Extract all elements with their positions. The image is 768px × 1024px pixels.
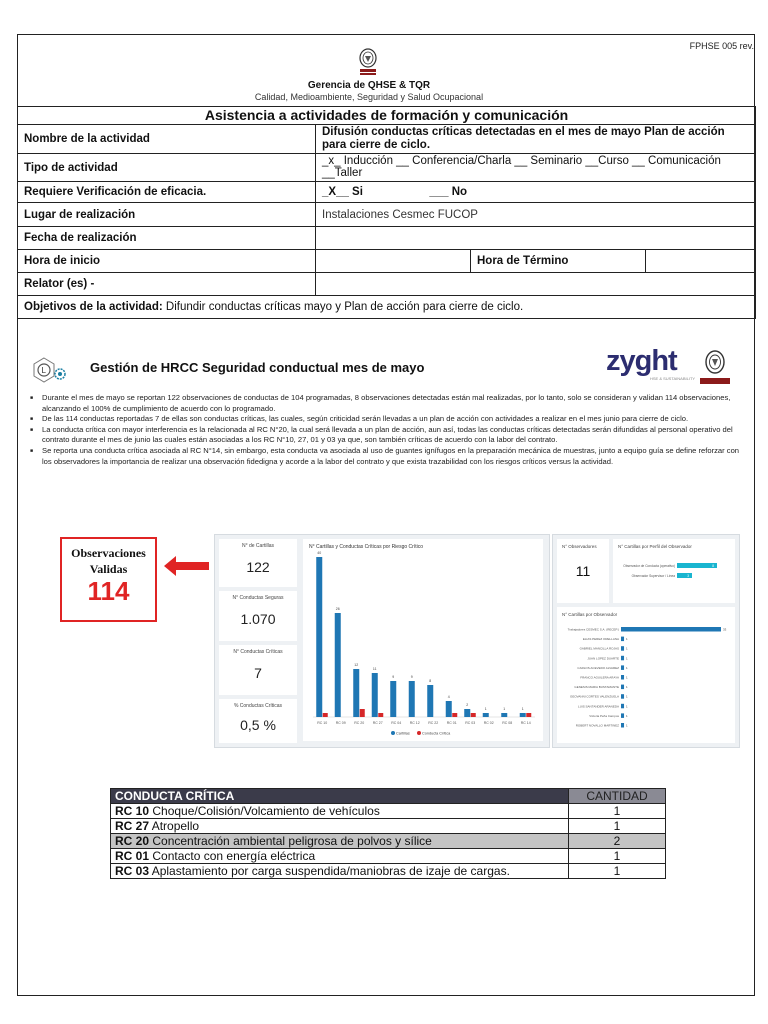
kpi-label: N° Conductas Críticas <box>233 649 283 655</box>
bar <box>621 694 624 699</box>
speaker-value <box>316 273 756 296</box>
table-row <box>111 804 666 819</box>
data-label: 1 <box>626 704 628 709</box>
data-label: 1 <box>626 656 628 661</box>
hrcc-gears-icon <box>30 352 74 386</box>
objectives-value: Difundir conductas críticas mayo y Plan de acción para cierre de ciclo. <box>162 301 524 313</box>
date-value <box>316 227 756 250</box>
form-code: FPHSE 005 rev. <box>689 41 754 51</box>
category-label: LUIS SANTANDER ARANEDA <box>578 704 619 709</box>
observer-bar-chart <box>557 621 735 743</box>
dashboard-panel-main <box>214 534 550 748</box>
location-label: Lugar de realización <box>18 203 316 227</box>
bar-cartillas <box>372 673 378 717</box>
objectives-label: Objetivos de la actividad: <box>24 301 163 313</box>
bullet-item: ■ Durante el mes de mayo se reportan 122 observaciones de conductas de 104 programadas, 8 observaciones detectadas están mal realizadas, por lo tanto, solo se consideran y validan 114 observaciones, alcanzando el 100% de cumplimiento de acuerdo con lo programado. <box>30 393 748 414</box>
bar <box>621 713 624 718</box>
data-label: 1 <box>626 685 628 690</box>
table-row <box>111 864 666 879</box>
rc-bar-chart <box>303 539 543 741</box>
tick-label: RC 09 <box>335 721 346 725</box>
observers-value: 11 <box>575 563 591 579</box>
zyght-logo: zyght <box>606 345 677 377</box>
tick-label: RC 02 <box>483 721 494 725</box>
cesmec-cert-icon <box>697 348 733 386</box>
data-label: 8 <box>429 679 432 683</box>
slide-title: Gestión de HRCC Seguridad conductual mes de mayo <box>90 360 425 375</box>
data-label: 2 <box>466 703 469 707</box>
tick-label: RC 14 <box>520 721 531 725</box>
bar-cartillas <box>446 701 452 717</box>
rc-chart-card <box>303 539 543 741</box>
kpi-label: % Conductas Críticas <box>233 703 283 709</box>
date-label: Fecha de realización <box>18 227 316 250</box>
bar-conducta-crítica <box>360 709 365 717</box>
data-label: 11 <box>372 667 377 671</box>
verification-yes: _X__ Si <box>322 186 363 198</box>
end-time-value <box>646 250 756 273</box>
data-label: 1 <box>626 675 628 680</box>
data-label: 9 <box>392 675 395 679</box>
data-label: 8 <box>712 564 714 568</box>
data-label: 1 <box>626 646 628 651</box>
org-subtitle: Calidad, Medioambiente, Seguridad y Salud Ocupacional <box>254 92 484 102</box>
bar <box>621 723 624 728</box>
data-label: 1 <box>626 694 628 699</box>
zyght-logo-sub: HSE & SUSTAINABILITY <box>650 376 696 381</box>
rc-quantity: 1 <box>569 864 666 879</box>
category-label: Victoria Peña Campos <box>589 713 619 718</box>
data-label: 1 <box>626 713 628 718</box>
profile-bar-chart <box>613 553 735 603</box>
bullet-item: ■ Se reporta una conducta crítica asociada al RC N°14, sin embargo, esta conducta va asociada al uso de guantes ignífugos en la preparación mecánica de muestras, junto a equipo guía se define reforzar con los observadores la importancia de realizar una observación fidedigna y acorde a la labor del contrato y que exista trazabilidad con los riesgos críticos versus la actividad. <box>30 446 748 467</box>
arrow-left-icon <box>164 556 209 576</box>
org-title: Gerencia de QHSE & TQR <box>307 80 431 91</box>
category-label: ELIAS PEREZ ORELLANA <box>582 637 619 642</box>
bar <box>621 685 624 690</box>
bar-cartillas <box>464 709 470 717</box>
category-label: FRANCO AGUILERA ARAYA <box>580 675 619 680</box>
category-label: JUAN LOPEZ DUARTE <box>587 656 619 661</box>
table-row <box>111 819 666 834</box>
category-label: Observador de Conducta (operativo) <box>623 564 675 568</box>
observers-label: N° Observadores <box>562 544 597 549</box>
data-label: 26 <box>335 607 340 611</box>
bar-cartillas <box>335 613 341 717</box>
data-label: 1 <box>626 665 628 670</box>
profile-chart-card <box>613 539 735 603</box>
data-label: 12 <box>354 663 359 667</box>
bar-cartillas <box>353 669 359 717</box>
bar <box>621 656 624 661</box>
bar-conducta-crítica <box>452 713 457 717</box>
attendance-form <box>17 106 756 319</box>
category-label: Trabajadores CESMEC S.A. (RECEP.) <box>567 627 619 632</box>
bar <box>621 646 624 651</box>
tick-label: RC 10 <box>317 721 328 725</box>
observer-chart-title: N° Cartillas por Observador <box>562 612 618 617</box>
kpi-label: N° de Cartillas <box>241 543 274 549</box>
tick-label: RC 01 <box>446 721 457 725</box>
legend-marker <box>391 731 395 735</box>
kpi-value: 1.070 <box>240 611 276 627</box>
bar-cartillas <box>501 713 507 717</box>
activity-name-label: Nombre de la actividad <box>18 125 316 154</box>
bar <box>677 573 692 578</box>
data-label: 40 <box>317 551 322 555</box>
svg-text:L: L <box>41 366 46 375</box>
bureau-veritas-seal-icon <box>357 47 379 77</box>
data-label: 4 <box>447 695 450 699</box>
kpi-label: N° Conductas Seguras <box>232 595 284 601</box>
rc-code: RC 01 <box>115 849 150 863</box>
valid-observations-label: Observaciones Validas <box>71 546 146 576</box>
bar <box>621 637 624 642</box>
category-label: ROBERT NOVALLO MARTINEZ <box>575 723 619 728</box>
activity-type-value: _x_ Inducción __ Conferencia/Charla __ Seminario __Curso __ Comunicación __Taller <box>316 154 756 182</box>
data-label: 1 <box>484 707 487 711</box>
data-label: 1 <box>626 637 628 642</box>
activity-name-value: Difusión conductas críticas detectadas en el mes de mayo Plan de acción para cierre de ciclo. <box>316 125 756 154</box>
rc-quantity: 1 <box>569 804 666 819</box>
tick-label: RC 04 <box>391 721 402 725</box>
rc-code: RC 03 <box>115 864 150 878</box>
bar-cartillas <box>520 713 526 717</box>
col-conduct-header: CONDUCTA CRÍTICA <box>111 789 569 804</box>
start-time-value <box>316 250 471 273</box>
bar-conducta-crítica <box>323 713 328 717</box>
tick-label: RC 20 <box>354 721 365 725</box>
legend-label: Conducta Crítica <box>422 731 451 736</box>
tick-label: RC 08 <box>502 721 513 725</box>
rc-chart-title: N° Cartillas y Conductas Críticas por Riesgo Crítico <box>309 544 423 550</box>
kpi-card <box>219 591 297 641</box>
data-label: 1 <box>503 707 506 711</box>
bar-conducta-crítica <box>378 713 383 717</box>
bar-cartillas <box>409 681 415 717</box>
activity-type-label: Tipo de actividad <box>18 154 316 182</box>
bar <box>621 675 624 680</box>
bar <box>621 665 624 670</box>
data-label: 33 <box>723 627 727 632</box>
tick-label: RC 03 <box>465 721 476 725</box>
rc-description: Concentración ambiental peligrosa de polvos y sílice <box>149 834 432 848</box>
data-label: 3 <box>687 574 689 578</box>
verification-label: Requiere Verificación de eficacia. <box>18 182 316 203</box>
category-label: Observador Supervisor / Línea <box>631 574 675 578</box>
bar-cartillas <box>427 685 433 717</box>
valid-observations-box <box>60 537 157 622</box>
data-label: 1 <box>626 723 628 728</box>
rc-description: Choque/Colisión/Volcamiento de vehículos <box>149 804 380 818</box>
start-time-label: Hora de inicio <box>18 250 316 273</box>
rc-quantity: 1 <box>569 849 666 864</box>
speaker-label: Relator (es) - <box>18 273 316 296</box>
rc-code: RC 20 <box>115 834 150 848</box>
legend-marker <box>417 731 421 735</box>
rc-quantity: 2 <box>569 834 666 849</box>
kpi-card <box>219 699 297 743</box>
critical-conduct-table <box>110 788 666 879</box>
table-row <box>111 834 666 849</box>
legend-label: Cartillas <box>396 731 410 736</box>
rc-code: RC 10 <box>115 804 150 818</box>
category-label: GEOVANNI CORTES VALENZUELA <box>569 694 619 699</box>
verification-options <box>316 182 756 203</box>
bar-conducta-crítica <box>471 713 476 717</box>
bar <box>621 704 624 709</box>
bar <box>677 563 717 568</box>
profile-chart-title: N° Cartillas por Perfil del Observador <box>618 544 692 549</box>
kpi-card <box>219 645 297 695</box>
rc-description: Atropello <box>149 819 200 833</box>
tick-label: RC 22 <box>428 721 439 725</box>
rc-description: Contacto con energía eléctrica <box>149 849 316 863</box>
end-time-label: Hora de Término <box>471 250 646 273</box>
bar-conducta-crítica <box>526 713 531 717</box>
bar <box>621 627 721 632</box>
tick-label: RC 27 <box>372 721 383 725</box>
category-label: GENESIS MARIA BUSTAMANTE <box>574 685 619 690</box>
objectives-row <box>18 296 756 319</box>
bar-cartillas <box>390 681 396 717</box>
rc-quantity: 1 <box>569 819 666 834</box>
table-header <box>111 789 666 804</box>
rc-code: RC 27 <box>115 819 150 833</box>
verification-no: ___ No <box>429 186 468 198</box>
observer-chart-card <box>557 607 735 743</box>
rc-description: Aplastamiento por carga suspendida/maniobras de izaje de cargas. <box>149 864 510 878</box>
bullet-item: ■ De las 114 conductas reportadas 7 de ellas son conductas críticas, las cuales, según criticidad serán llevadas a un plan de acción con actividades a realizar en el mes junio para cierre de ciclo. <box>30 414 748 425</box>
kpi-value: 122 <box>246 559 270 575</box>
dashboard-panel-observers <box>552 534 740 748</box>
kpi-card <box>219 539 297 587</box>
kpi-value: 0,5 % <box>240 717 276 733</box>
observers-card <box>557 539 609 603</box>
kpi-value: 7 <box>254 665 262 681</box>
table-row <box>111 849 666 864</box>
col-qty-header: CANTIDAD <box>569 789 666 804</box>
valid-observations-value: 114 <box>87 576 130 606</box>
category-label: GABRIEL MANCILLA ROJAS <box>579 646 619 651</box>
category-label: CARLOS ACEVEDO ALVAREZ <box>577 665 619 670</box>
bar-cartillas <box>316 557 322 717</box>
form-title: Asistencia a actividades de formación y comunicación <box>18 107 756 125</box>
bullet-item: ■ La conducta crítica con mayor interferencia es la relacionada al RC N°20, la cual será llevada a un plan de acción, aun así, todas las conductas críticas detectadas serán difundidas al personal operativo del contrato durante el mes de junio las cuales están asociadas a los RC N°10, 27, 01 y 03 ya que, son también críticas de acuerdo con la labor del contrato. <box>30 425 748 446</box>
slide-bullets <box>30 393 748 467</box>
tick-label: RC 12 <box>409 721 420 725</box>
location-value: Instalaciones Cesmec FUCOP <box>316 203 756 227</box>
data-label: 1 <box>521 707 524 711</box>
data-label: 9 <box>410 675 413 679</box>
bar-cartillas <box>483 713 489 717</box>
